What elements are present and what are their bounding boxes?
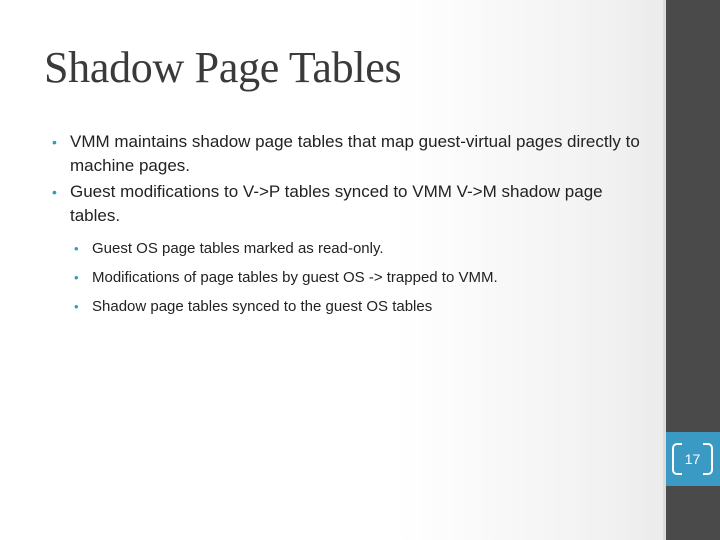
sub-bullet-item xyxy=(74,295,652,319)
slide-title: Shadow Page Tables xyxy=(44,43,402,92)
slide-body xyxy=(52,130,652,324)
bullet-dot-icon: • xyxy=(74,299,79,314)
bracket-left-icon xyxy=(672,443,682,475)
bullet-dot-icon: • xyxy=(74,270,79,285)
bullet-item xyxy=(52,180,652,228)
sub-bullet-item xyxy=(74,237,652,261)
bracket-right-icon xyxy=(703,443,713,475)
bullet-text: VMM maintains shadow page tables that map guest-virtual pages directly to machine pages. xyxy=(70,132,640,175)
sub-bullet-item xyxy=(74,266,652,290)
bullet-dot-icon: • xyxy=(52,134,57,150)
spacer xyxy=(52,230,652,237)
page-number: 17 xyxy=(684,451,701,467)
bullet-item xyxy=(52,130,652,178)
sub-bullet-text: Modifications of page tables by guest OS -> trapped to VMM. xyxy=(92,269,498,286)
bullet-dot-icon: • xyxy=(52,184,57,200)
bullet-text: Guest modifications to V->P tables synced to VMM V->M shadow page tables. xyxy=(70,182,603,225)
bullet-dot-icon: • xyxy=(74,241,79,256)
sub-bullet-text: Shadow page tables synced to the guest OS tables xyxy=(92,298,433,315)
sub-bullet-text: Guest OS page tables marked as read-only. xyxy=(92,240,384,257)
